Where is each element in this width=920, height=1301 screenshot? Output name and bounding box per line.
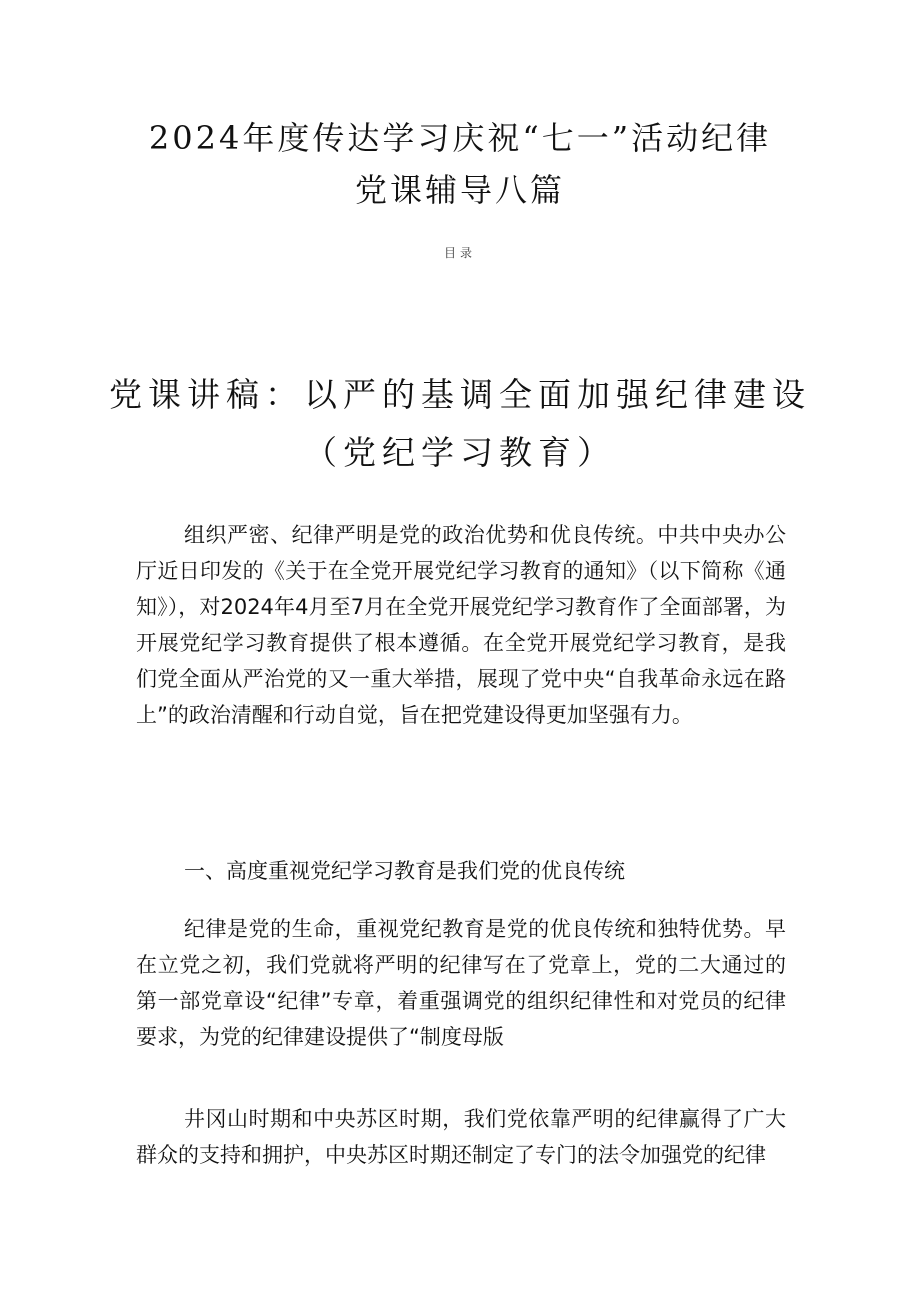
- section-heading: 一、高度重视党纪学习教育是我们党的优良传统: [184, 859, 625, 883]
- article-title-line-1: 党课讲稿：以严的基调全面加强纪律建设: [109, 375, 811, 414]
- article-title: [60, 366, 860, 482]
- paragraph-jinggangshan: 井冈山时期和中央苏区时期，我们党依靠严明的纪律赢得了广大群众的支持和拥护，中央苏区时期还制定了专门的法令加强党的纪律: [136, 1107, 786, 1167]
- paragraph-intro: 组织严密、纪律严明是党的政治优势和优良传统。中共中央办公厅近日印发的《关于在全党开展党纪学习教育的通知》（以下简称《通知》），对2024年4月至7月在全党开展党纪学习教育作了全面部署，为开展党纪学习教育提供了根本遵循。在全党开展党纪学习教育，是我们党全面从严治党的又一重大举措，展现了党中央“自我革命永远在路上”的政治清醒和行动自觉，旨在把党建设得更加坚强有力。: [136, 523, 786, 727]
- article-title-line-2: （党纪学习教育）: [304, 433, 616, 472]
- paragraph-discipline: 纪律是党的生命，重视党纪教育是党的优良传统和独特优势。早在立党之初，我们党就将严明的纪律写在了党章上，党的二大通过的第一部党章设“纪律”专章，着重强调党的组织纪律性和对党员的纪律要求，为党的纪律建设提供了“制度母版: [136, 917, 786, 1049]
- document-title: [60, 112, 860, 216]
- document-title-line-1: 2024年度传达学习庆祝“七一”活动纪律: [148, 119, 772, 157]
- table-of-contents-label: 目录: [443, 246, 476, 260]
- document-title-line-2: 党课辅导八篇: [354, 171, 565, 209]
